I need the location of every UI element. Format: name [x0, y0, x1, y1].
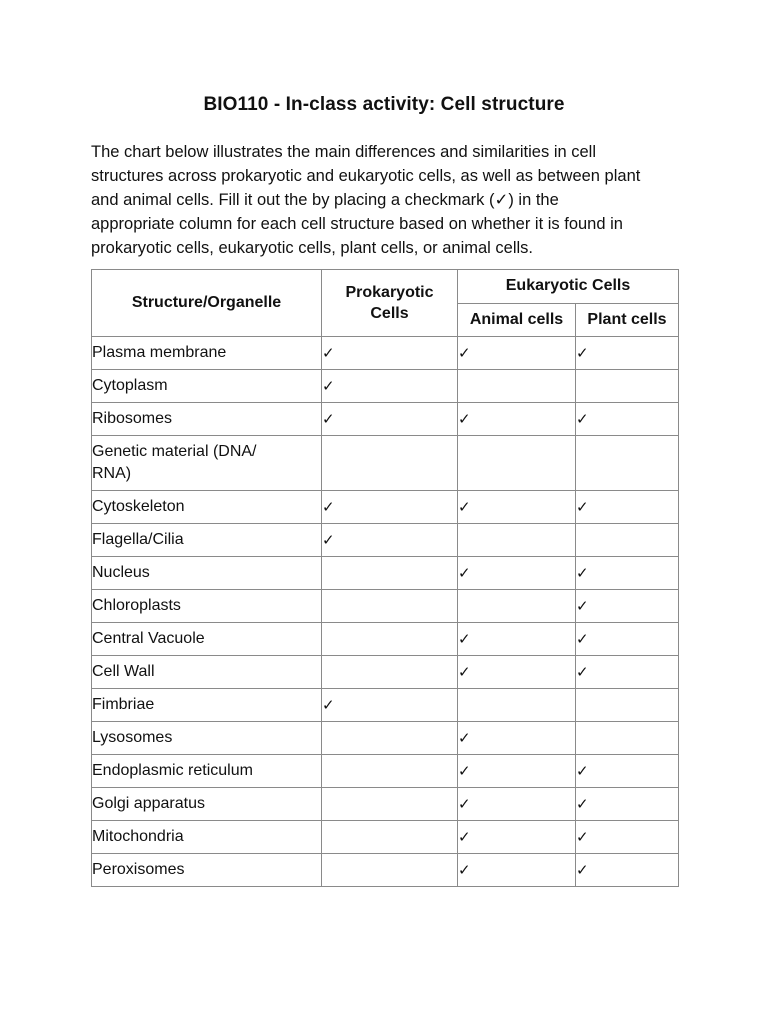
animal-checkmark: ✓ [458, 854, 576, 887]
header-eukaryotic-cells: Eukaryotic Cells [458, 270, 679, 304]
animal-checkmark: ✓ [458, 491, 576, 524]
structure-name: Cytoplasm [92, 370, 322, 403]
structure-name [92, 436, 322, 491]
animal-checkmark [458, 689, 576, 722]
intro-line: structures across prokaryotic and eukaryotic cells, as well as between plant [91, 167, 641, 185]
plant-checkmark: ✓ [576, 403, 679, 436]
animal-checkmark [458, 524, 576, 557]
structure-name: Flagella/Cilia [92, 524, 322, 557]
table-row [92, 590, 679, 623]
plant-checkmark [576, 370, 679, 403]
structure-name: Ribosomes [92, 403, 322, 436]
table-row [92, 788, 679, 821]
prokaryotic-checkmark [322, 436, 458, 491]
animal-checkmark: ✓ [458, 788, 576, 821]
prokaryotic-checkmark [322, 854, 458, 887]
header-structure-organelle: Structure/Organelle [92, 270, 322, 337]
prokaryotic-checkmark: ✓ [322, 403, 458, 436]
animal-checkmark: ✓ [458, 656, 576, 689]
plant-checkmark [576, 689, 679, 722]
cell-structure-table [91, 269, 679, 887]
table-row [92, 854, 679, 887]
plant-checkmark: ✓ [576, 656, 679, 689]
prokaryotic-checkmark: ✓ [322, 370, 458, 403]
animal-checkmark [458, 436, 576, 491]
structure-name: Chloroplasts [92, 590, 322, 623]
prokaryotic-checkmark [322, 821, 458, 854]
intro-line: and animal cells. Fill it out the by placing a checkmark (✓) in the [91, 191, 559, 209]
animal-checkmark [458, 370, 576, 403]
animal-checkmark: ✓ [458, 821, 576, 854]
animal-checkmark: ✓ [458, 722, 576, 755]
animal-checkmark: ✓ [458, 755, 576, 788]
prokaryotic-checkmark [322, 788, 458, 821]
structure-name: Lysosomes [92, 722, 322, 755]
intro-line: The chart below illustrates the main differences and similarities in cell [91, 143, 597, 161]
intro-line: prokaryotic cells, eukaryotic cells, plant cells, or animal cells. [91, 239, 533, 257]
prokaryotic-checkmark [322, 722, 458, 755]
plant-checkmark: ✓ [576, 337, 679, 370]
table-row [92, 524, 679, 557]
prokaryotic-checkmark [322, 623, 458, 656]
structure-name: Cytoskeleton [92, 491, 322, 524]
table-row [92, 436, 679, 491]
plant-checkmark [576, 722, 679, 755]
table-row [92, 656, 679, 689]
structure-name: Golgi apparatus [92, 788, 322, 821]
structure-name: Mitochondria [92, 821, 322, 854]
prokaryotic-checkmark [322, 590, 458, 623]
prokaryotic-checkmark [322, 656, 458, 689]
structure-name: Fimbriae [92, 689, 322, 722]
header-animal-cells: Animal cells [458, 303, 576, 337]
prokaryotic-checkmark [322, 557, 458, 590]
prokaryotic-checkmark: ✓ [322, 491, 458, 524]
plant-checkmark: ✓ [576, 788, 679, 821]
header-prokaryotic-line1: Prokaryotic [345, 284, 434, 301]
table-row [92, 623, 679, 656]
plant-checkmark: ✓ [576, 821, 679, 854]
table-row [92, 403, 679, 436]
plant-checkmark: ✓ [576, 590, 679, 623]
animal-checkmark: ✓ [458, 623, 576, 656]
table-row [92, 557, 679, 590]
structure-name-line1: Genetic material (DNA/ [92, 443, 257, 460]
table-row [92, 722, 679, 755]
table-row [92, 689, 679, 722]
plant-checkmark: ✓ [576, 491, 679, 524]
structure-name: Endoplasmic reticulum [92, 755, 322, 788]
intro-line: appropriate column for each cell structure based on whether it is found in [91, 215, 623, 233]
table-row [92, 755, 679, 788]
header-plant-cells: Plant cells [576, 303, 679, 337]
structure-name-line2: RNA) [92, 465, 132, 482]
table-row [92, 491, 679, 524]
page-title: BIO110 - In-class activity: Cell structure [203, 94, 565, 115]
prokaryotic-checkmark: ✓ [322, 524, 458, 557]
prokaryotic-checkmark [322, 755, 458, 788]
table-row [92, 337, 679, 370]
structure-name: Peroxisomes [92, 854, 322, 887]
plant-checkmark: ✓ [576, 557, 679, 590]
plant-checkmark [576, 524, 679, 557]
plant-checkmark: ✓ [576, 755, 679, 788]
animal-checkmark: ✓ [458, 337, 576, 370]
structure-name: Plasma membrane [92, 337, 322, 370]
prokaryotic-checkmark: ✓ [322, 689, 458, 722]
header-prokaryotic-cells [322, 270, 458, 337]
plant-checkmark: ✓ [576, 854, 679, 887]
structure-name: Cell Wall [92, 656, 322, 689]
structure-name: Central Vacuole [92, 623, 322, 656]
plant-checkmark: ✓ [576, 623, 679, 656]
plant-checkmark [576, 436, 679, 491]
animal-checkmark [458, 590, 576, 623]
structure-name: Nucleus [92, 557, 322, 590]
table-row [92, 821, 679, 854]
table-row [92, 370, 679, 403]
header-prokaryotic-line2: Cells [370, 305, 409, 322]
animal-checkmark: ✓ [458, 403, 576, 436]
prokaryotic-checkmark: ✓ [322, 337, 458, 370]
intro-paragraph [91, 140, 691, 260]
animal-checkmark: ✓ [458, 557, 576, 590]
